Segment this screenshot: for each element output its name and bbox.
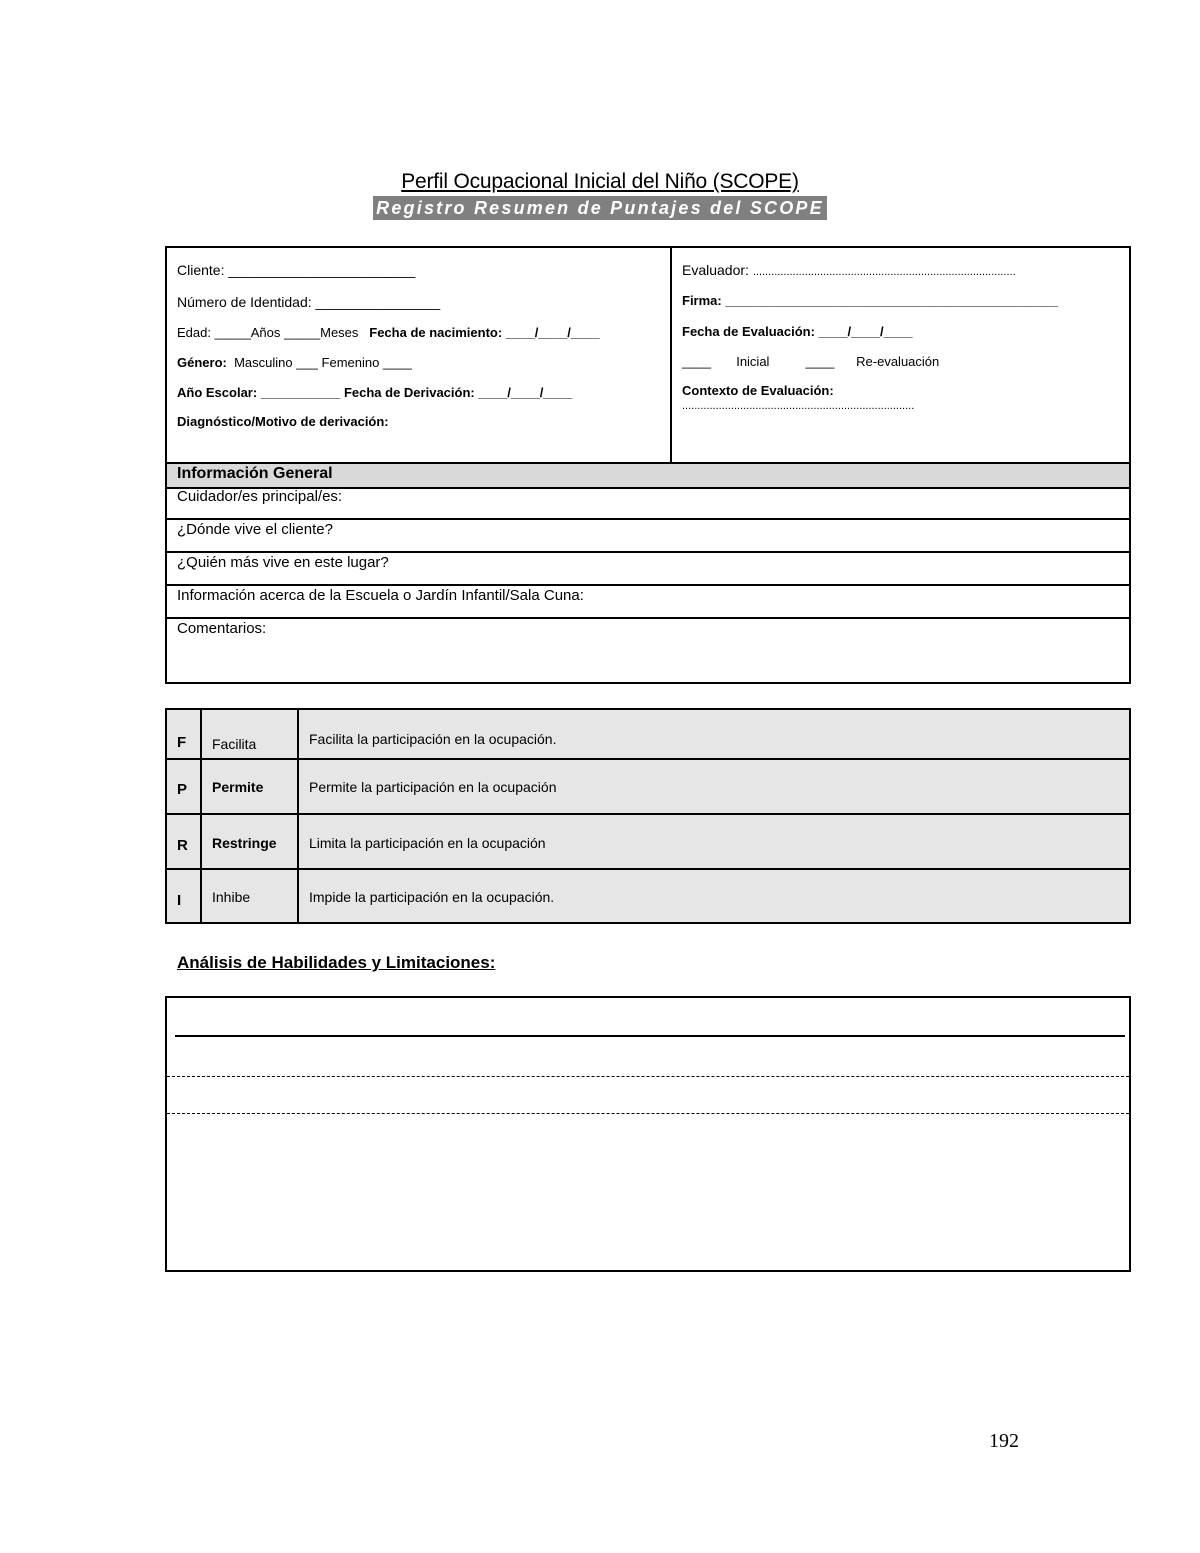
school-info-label: Información acerca de la Escuela o Jardín Infantil/Sala Cuna: xyxy=(177,587,584,604)
evaluator-info-column xyxy=(672,248,1129,462)
general-info-title: Información General xyxy=(177,465,333,482)
household-row[interactable] xyxy=(167,553,1129,586)
legend-description: Impide la participación en la ocupación. xyxy=(309,889,555,905)
evaluation-date-field[interactable]: Fecha de Evaluación: ____/____/____ xyxy=(682,324,913,339)
context-dots[interactable]: ............................................................................ xyxy=(682,400,915,412)
analysis-title: Análisis de Habilidades y Limitaciones: xyxy=(177,953,496,972)
residence-row[interactable] xyxy=(167,520,1129,553)
analysis-dashed-line xyxy=(167,1113,1129,1114)
comments-label: Comentarios: xyxy=(177,620,267,637)
context-label: Contexto de Evaluación: xyxy=(682,383,834,398)
legend-row xyxy=(167,760,1129,815)
legend-description: Facilita la participación en la ocupación. xyxy=(309,731,557,747)
legend-code: F xyxy=(177,734,187,751)
legend-code: P xyxy=(177,781,188,798)
referral-date-field[interactable]: Fecha de Derivación: ____/____/____ xyxy=(343,385,573,400)
school-year-field[interactable]: Año Escolar: ___________ xyxy=(177,385,341,400)
comments-row[interactable] xyxy=(167,619,1129,682)
household-label: ¿Quién más vive en este lugar? xyxy=(177,554,389,571)
page-number: 192 xyxy=(989,1430,1019,1452)
identity-number-blank: ________________ xyxy=(311,294,441,310)
school-info-row[interactable] xyxy=(167,586,1129,619)
legend-description: Limita la participación en la ocupación xyxy=(309,835,546,851)
analysis-line xyxy=(175,1035,1125,1037)
legend-label: Inhibe xyxy=(212,889,251,905)
evaluation-type-field[interactable]: ____ Inicial ____ Re-evaluación xyxy=(682,354,940,369)
legend-label: Permite xyxy=(212,779,264,795)
general-info-header xyxy=(167,462,1129,489)
rating-legend-table xyxy=(165,708,1131,924)
legend-row xyxy=(167,815,1129,870)
legend-code: R xyxy=(177,837,188,854)
client-field[interactable]: Cliente: ________________________ xyxy=(177,262,416,278)
gender-label: Género: xyxy=(177,355,227,370)
identity-number-label: Número de Identidad: xyxy=(177,294,312,310)
identity-number-field[interactable] xyxy=(177,294,440,310)
client-info-column xyxy=(167,248,672,462)
caregiver-row[interactable] xyxy=(167,487,1129,520)
legend-row xyxy=(167,710,1129,760)
legend-label: Restringe xyxy=(212,835,277,851)
caregiver-label: Cuidador/es principal/es: xyxy=(177,488,343,505)
evaluator-label: Evaluador: xyxy=(682,262,749,278)
residence-label: ¿Dónde vive el cliente? xyxy=(177,521,333,538)
analysis-dashed-line xyxy=(167,1076,1129,1077)
signature-field[interactable]: Firma: ______________________________________________ xyxy=(682,293,1058,308)
age-field[interactable]: Edad: _____Años _____Meses xyxy=(177,325,359,340)
client-info-box xyxy=(165,246,1131,684)
form-title: Perfil Ocupacional Inicial del Niño (SCOPE) xyxy=(401,170,799,193)
birth-date-field[interactable]: Fecha de nacimiento: ____/____/____ xyxy=(369,325,600,340)
diagnosis-field[interactable]: Diagnóstico/Motivo de derivación: xyxy=(177,414,389,429)
legend-label: Facilita xyxy=(212,736,257,752)
legend-code: I xyxy=(177,892,182,909)
gender-options[interactable]: Masculino ___ Femenino ____ xyxy=(234,355,412,370)
evaluator-dots[interactable]: ...................................................................................... xyxy=(752,266,1016,278)
form-subtitle: Registro Resumen de Puntajes del SCOPE xyxy=(373,196,827,220)
legend-row xyxy=(167,870,1129,922)
analysis-box[interactable] xyxy=(165,996,1131,1272)
legend-description: Permite la participación en la ocupación xyxy=(309,779,557,795)
